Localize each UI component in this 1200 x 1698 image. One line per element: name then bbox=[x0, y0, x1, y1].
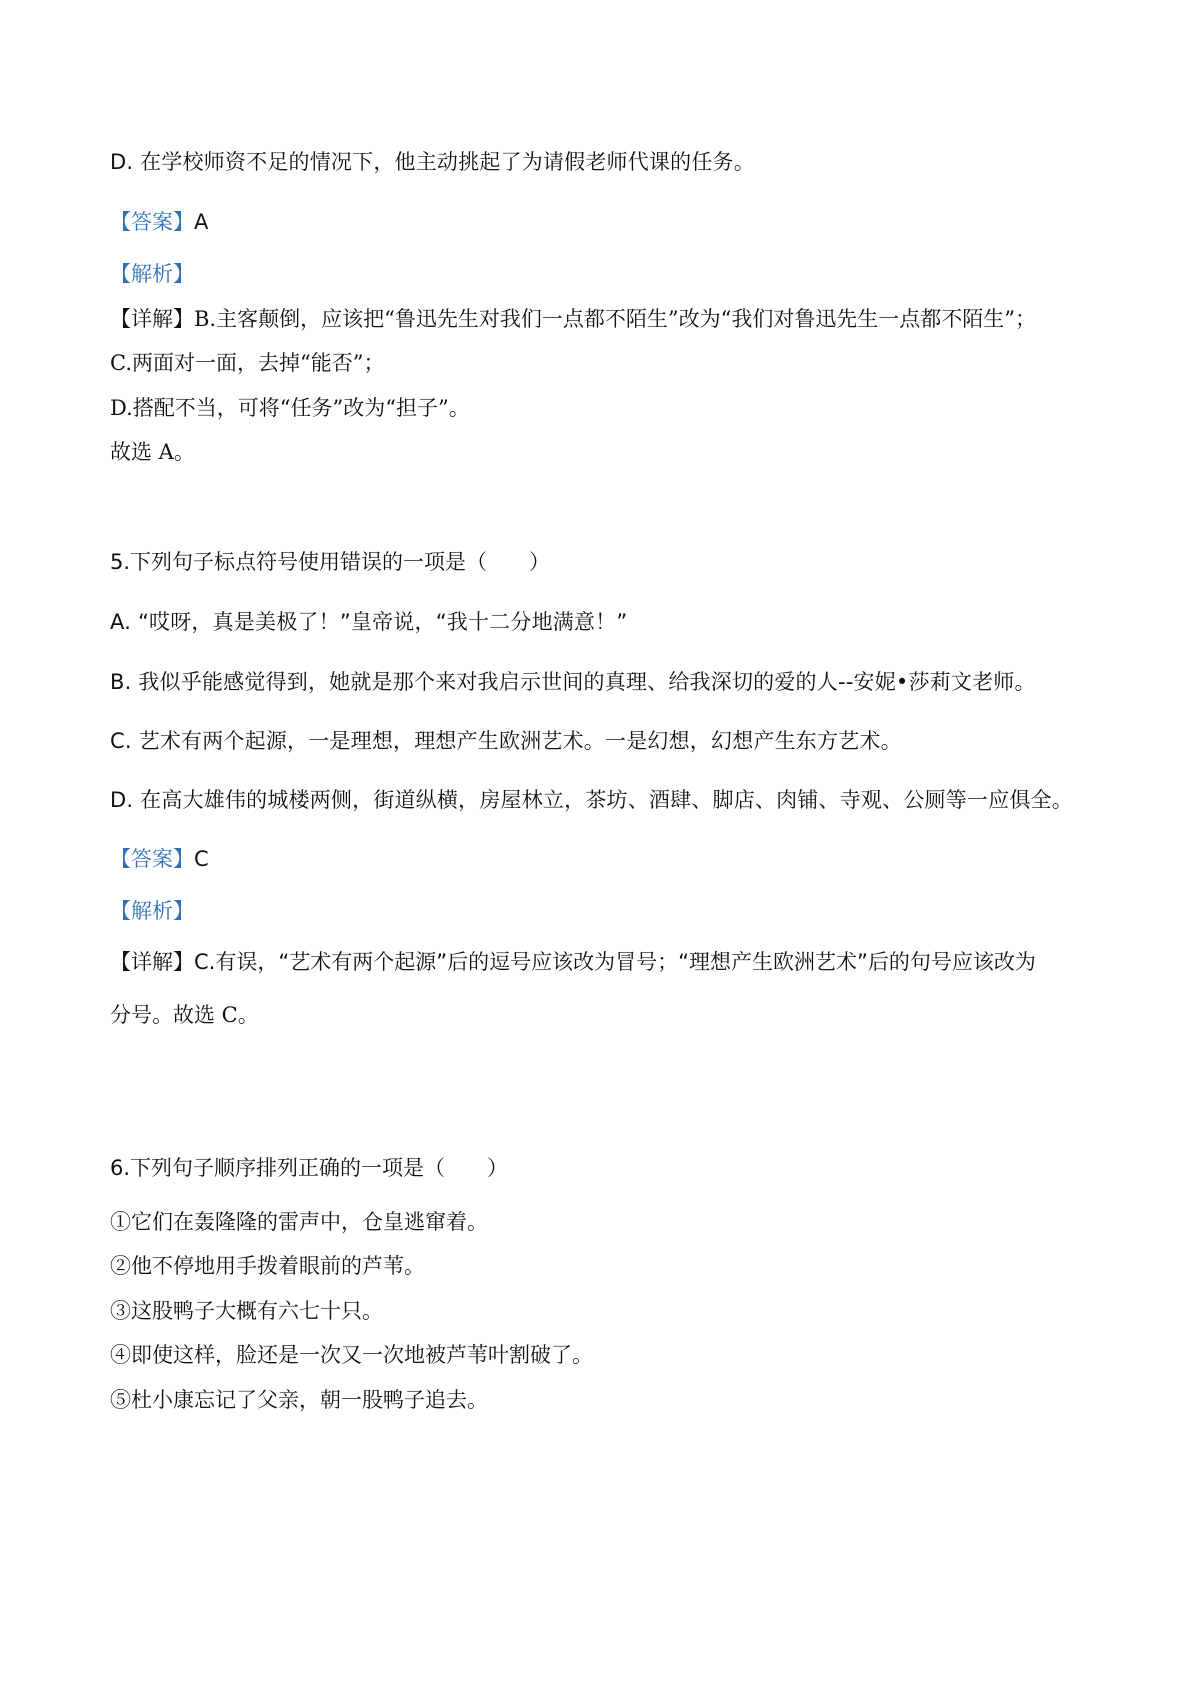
detail-label: 【详解】 bbox=[110, 950, 194, 974]
q6-item-4: ④即使这样，脸还是一次又一次地被芦苇叶割破了。 bbox=[110, 1343, 593, 1367]
q4-answer bbox=[110, 210, 208, 235]
q6-question: 6.下列句子顺序排列正确的一项是（ ） bbox=[110, 1156, 509, 1180]
q6-item-3: ③这股鸭子大概有六七十只。 bbox=[110, 1299, 383, 1323]
detail-text: C.有误，“艺术有两个起源”后的逗号应该改为冒号；“理想产生欧洲艺术”后的句号应该改为 bbox=[194, 950, 1036, 974]
q5-option-a: A. “哎呀，真是美极了！”皇帝说，“我十二分地满意！” bbox=[110, 610, 628, 634]
answer-value: C bbox=[194, 847, 209, 871]
detail-label: 【详解】 bbox=[110, 307, 194, 331]
answer-label: 【答案】 bbox=[110, 210, 194, 234]
q6-item-1: ①它们在轰隆隆的雷声中，仓皇逃窜着。 bbox=[110, 1210, 488, 1234]
q5-answer bbox=[110, 847, 209, 872]
q5-question: 5.下列句子标点符号使用错误的一项是（ ） bbox=[110, 550, 551, 574]
answer-label: 【答案】 bbox=[110, 847, 194, 871]
q5-option-d: D. 在高大雄伟的城楼两侧，街道纵横，房屋林立，茶坊、酒肆、脚店、肉铺、寺观、公厕等一应俱全。 bbox=[110, 788, 1073, 812]
q4-detail-line-4: 故选 A。 bbox=[110, 440, 195, 464]
q4-detail-line-1 bbox=[110, 307, 1036, 332]
q5-detail-line-2: 分号。故选 C。 bbox=[110, 1003, 259, 1027]
q5-option-b: B. 我似乎能感觉得到，她就是那个来对我启示世间的真理、给我深切的爱的人--安妮•莎莉文老师。 bbox=[110, 670, 1036, 694]
q6-item-5: ⑤杜小康忘记了父亲，朝一股鸭子追去。 bbox=[110, 1388, 488, 1412]
q4-option-d: D. 在学校师资不足的情况下，他主动挑起了为请假老师代课的任务。 bbox=[110, 150, 755, 174]
answer-value: A bbox=[194, 210, 209, 234]
detail-text: B.主客颠倒，应该把“鲁迅先生对我们一点都不陌生”改为“我们对鲁迅先生一点都不陌生”； bbox=[194, 307, 1037, 331]
q5-option-c: C. 艺术有两个起源，一是理想，理想产生欧洲艺术。一是幻想，幻想产生东方艺术。 bbox=[110, 729, 902, 753]
q4-detail-line-3: D.搭配不当，可将“任务”改为“担子”。 bbox=[110, 396, 470, 420]
q5-detail-line-1 bbox=[110, 950, 1036, 975]
q5-analysis-label: 【解析】 bbox=[110, 899, 194, 923]
q6-item-2: ②他不停地用手拨着眼前的芦苇。 bbox=[110, 1254, 425, 1278]
q4-analysis-label: 【解析】 bbox=[110, 262, 194, 286]
q4-detail-line-2: C.两面对一面，去掉“能否”； bbox=[110, 351, 385, 375]
